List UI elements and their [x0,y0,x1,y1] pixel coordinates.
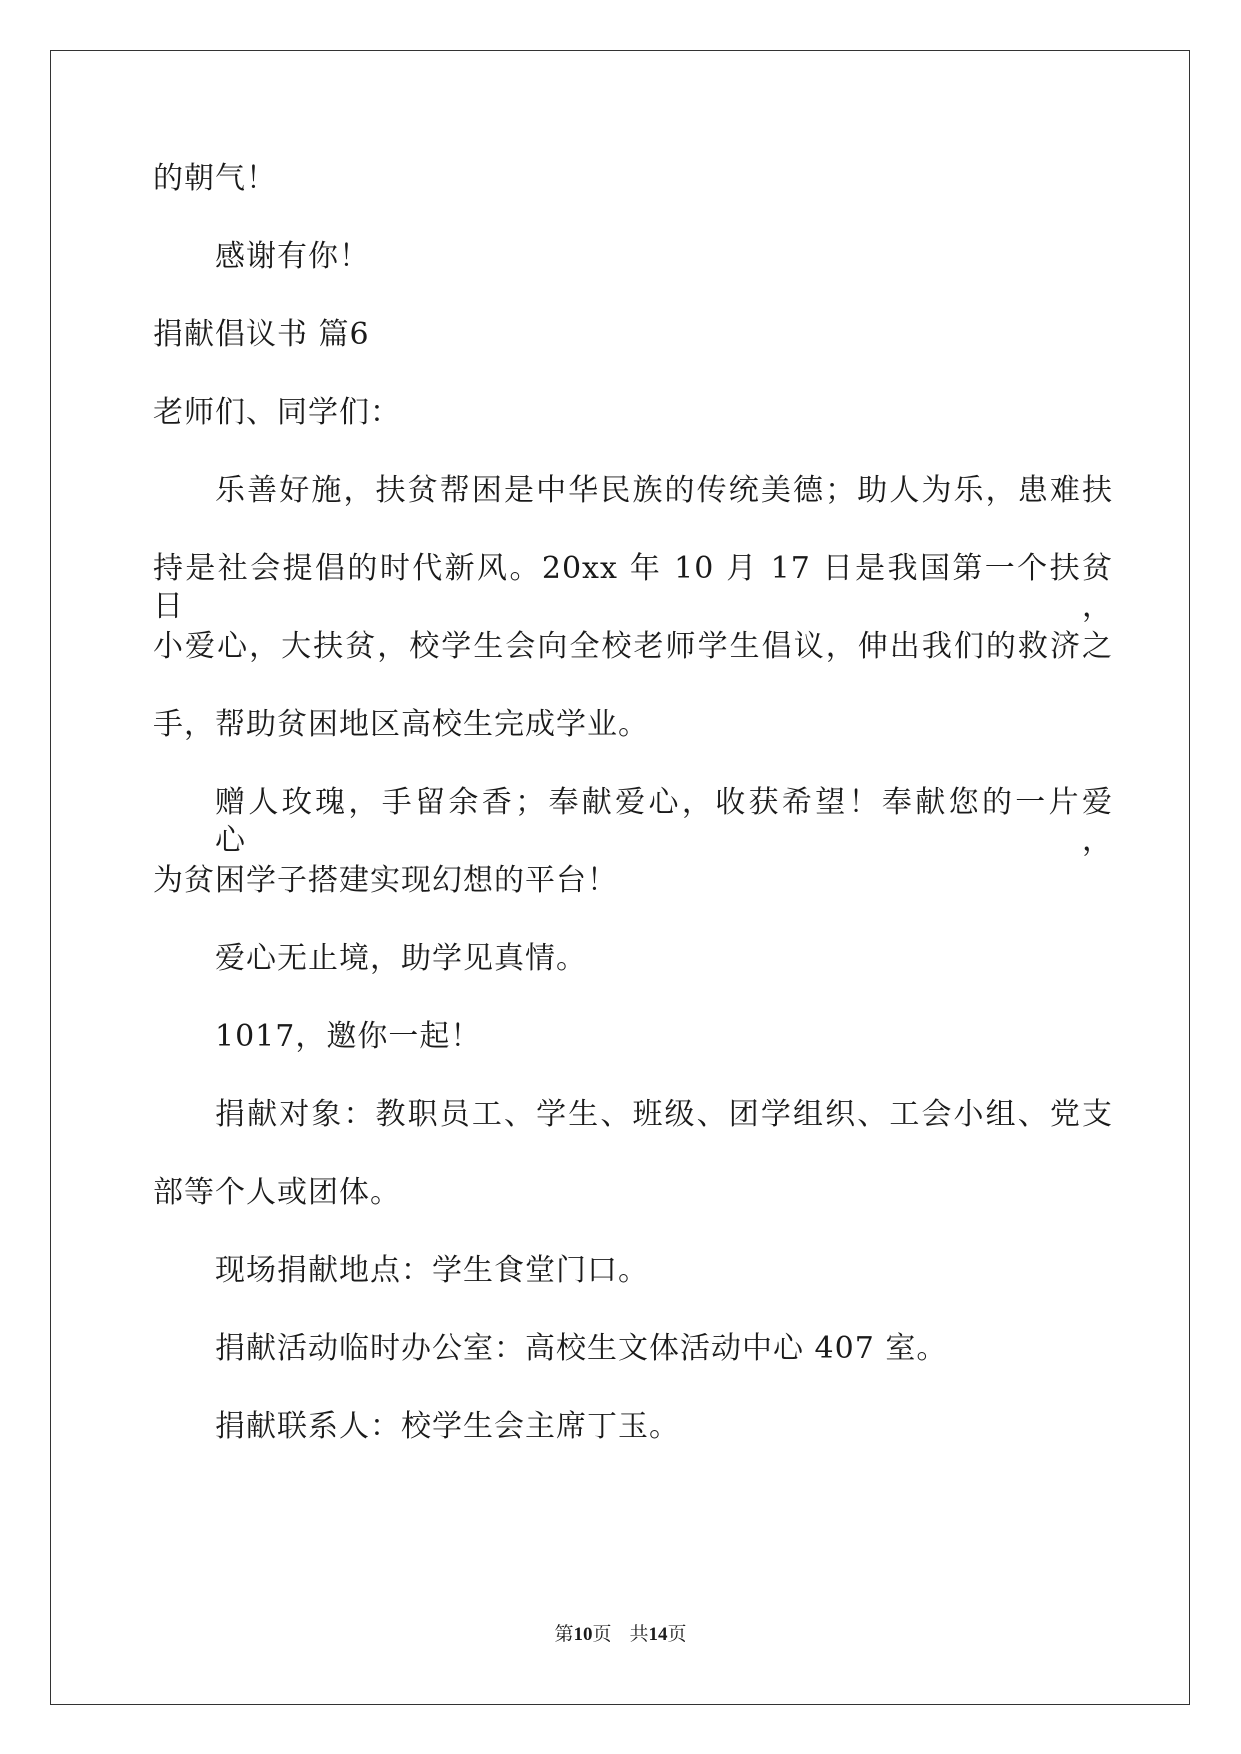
paragraph-line: 赠人玫瑰，手留余香；奉献爱心，收获希望！奉献您的一片爱心， [215,785,1113,858]
salutation: 老师们、同学们： [153,395,401,430]
paragraph-line: 现场捐献地点：学生食堂门口。 [215,1253,649,1288]
paragraph-line: 1017，邀你一起！ [215,1019,482,1054]
paragraph-line: 感谢有你！ [215,239,370,274]
footer-prefix: 第 [554,1623,574,1645]
paragraph-line: 持是社会提倡的时代新风。20xx 年 10 月 17 日是我国第一个扶贫日， [153,551,1113,624]
footer-page-unit: 页 [592,1623,612,1645]
section-title: 捐献倡议书 篇6 [153,317,370,352]
current-page-number: 10 [573,1624,593,1645]
paragraph-line: 乐善好施，扶贫帮困是中华民族的传统美德；助人为乐，患难扶 [215,473,1113,508]
paragraph-line: 捐献对象：教职员工、学生、班级、团学组织、工会小组、党支 [215,1097,1113,1132]
page-footer [0,1622,1241,1647]
footer-total-unit: 页 [667,1623,687,1645]
footer-total-prefix: 共 [629,1623,649,1645]
total-page-number: 14 [648,1624,668,1645]
paragraph-line: 部等个人或团体。 [153,1175,401,1210]
paragraph-line: 捐献活动临时办公室：高校生文体活动中心 407 室。 [215,1331,948,1366]
paragraph-line: 捐献联系人：校学生会主席丁玉。 [215,1409,680,1444]
document-body [153,160,1113,1486]
paragraph-line: 的朝气！ [153,161,277,196]
paragraph-line: 小爱心，大扶贫，校学生会向全校老师学生倡议，伸出我们的救济之 [153,629,1113,664]
paragraph-line: 为贫困学子搭建实现幻想的平台！ [153,863,618,898]
paragraph-line: 手，帮助贫困地区高校生完成学业。 [153,707,649,742]
paragraph-line: 爱心无止境，助学见真情。 [215,941,587,976]
